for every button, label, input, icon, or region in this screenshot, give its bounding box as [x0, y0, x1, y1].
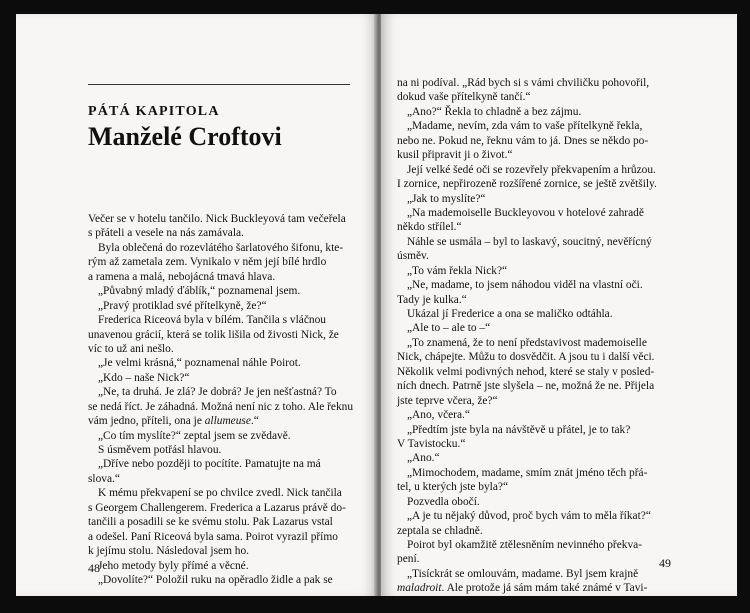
text-line: Jeho metody byly přímé a věcné.	[98, 559, 249, 572]
text-line: Nick, chápejte. Můžu to dosvědčit. A jsou tu i další věci.	[397, 351, 655, 364]
text-line: unavenou grácií, která se tolik lišila od živosti Nick, že	[88, 328, 339, 341]
left-page	[16, 14, 377, 596]
text-line: rým až zametala zem. Vynikalo v něm její bílé hrdlo	[88, 256, 327, 269]
text-line: a ramena a malá, nebojácná tmavá hlava.	[88, 270, 276, 283]
text-line: „To vám řekla Nick?“	[407, 264, 508, 277]
text-line: kusil připravit ji o život.“	[397, 149, 513, 162]
text-line: „Ne, madame, to jsem náhodou viděl na vlastní oči.	[407, 279, 643, 292]
text-line: „Ne, ta druhá. Je zlá? Je dobrá? Je jen nešťastná? To	[98, 386, 337, 399]
text-line: jste teprve včera, že?“	[397, 394, 498, 407]
text-line: „Půvabný mladý ďáblík,“ poznamenal jsem.	[98, 285, 301, 298]
text-line: „Tisíckrát se omlouvám, madame. Byl jsem krajně	[407, 567, 639, 580]
text-line: „To znamená, že to není představivost mademoiselle	[407, 336, 647, 349]
text-line: „Ano?“ Řekla to chladně a bez zájmu.	[407, 105, 582, 118]
text-line: „Co tím myslíte?“ zeptal jsem se zvědavě.	[98, 429, 291, 442]
text-line: zeptala se chladně.	[397, 524, 483, 537]
text-line: dokud vaše přítelkyně tančí.“	[397, 91, 531, 104]
chapter-title: Manželé Croftovi	[88, 122, 282, 151]
text-line: Náhle se usmála – byl to laskavý, soucitný, nevěřícný	[407, 235, 652, 248]
page-number-left: 48	[88, 561, 100, 575]
right-page-text	[397, 76, 673, 596]
text-line: tel, u kterých jste byla?“	[397, 481, 509, 494]
text-line: slova.“	[88, 472, 120, 485]
text-line: Pozvedla obočí.	[407, 495, 480, 508]
text-line: „Madame, nevím, zda vám to vaše přítelkyně řekla,	[407, 120, 643, 133]
text-line: Byla oblečená do rozevlátého šarlatového šifonu, kte-	[98, 241, 344, 254]
text-line: Poirot byl okamžitě ztělesněním nevinného překva-	[407, 539, 643, 551]
chapter-rule	[88, 84, 350, 85]
text-line: „Pravý protiklad své přítelkyně, že?“	[98, 299, 267, 312]
text-line: ních dnech. Patrně jste slyšela – ne, možná že ne. Přijela	[397, 380, 655, 393]
text-line: „Na mademoiselle Buckleyovou v hotelové zahradě	[407, 206, 644, 219]
text-line: „Ano.“	[407, 452, 440, 465]
text-line: maladroit. Ale protože já sám mám také známé v Tavi-	[397, 582, 648, 595]
text-line: a odešel. Paní Riceová byla sama. Poirot vyrazil přímo	[88, 530, 338, 543]
text-line: Tady je kulka.“	[397, 293, 467, 306]
text-line: nebo ne. Pokud ne, řeknu vám to já. Dnes se někdo po-	[397, 134, 649, 147]
text-line: „Dříve nebo později to pocítíte. Pamatujte na má	[98, 458, 321, 471]
text-line: na ni podíval. „Rád bych si s vámi chviličku pohovořil,	[397, 77, 650, 89]
text-line: „Předtím jste byla na návštěvě u přátel, je to tak?	[407, 423, 631, 436]
text-line: s Georgem Challengerem. Frederica a Lazarus právě do-	[88, 501, 346, 514]
text-line: k jejímu stolu. Následoval jsem ho.	[88, 545, 250, 558]
text-line: Její velké šedé oči se rozevřely překvapením a hrůzou.	[407, 163, 656, 176]
text-line: tančili a posadili se ke svému stolu. Pak Lazarus vstal	[88, 516, 333, 529]
text-line: pení.	[397, 553, 420, 566]
text-line: „A je tu nějaký důvod, proč bych vám to měla říkat?“	[407, 510, 651, 523]
text-line: Několik velmi podivných nehod, které se staly v posled-	[397, 365, 655, 378]
text-line: „Ano, včera.“	[407, 409, 470, 422]
text-line: víc to už ani nešlo.	[88, 342, 174, 355]
page-number-right: 49	[659, 556, 671, 570]
left-page-text	[88, 212, 358, 587]
text-line: „Mimochodem, madame, smím znát jméno těch přá-	[407, 466, 648, 479]
text-line: se nedá říct. Je záhadná. Možná není nic z toho. Ale řeknu	[88, 400, 354, 413]
right-page	[381, 14, 737, 596]
text-line: Frederica Riceová byla v bílém. Tančila s vláčnou	[98, 314, 326, 327]
text-line: Večer se v hotelu tančilo. Nick Buckleyová tam večeřela	[88, 213, 346, 225]
open-book	[8, 6, 742, 606]
text-line: vám jedno, příteli, ona je allumeuse.“	[88, 415, 259, 428]
text-line: „Ale to – ale to –“	[407, 322, 491, 335]
text-line: úsměv.	[397, 250, 429, 263]
text-line: „Jak to myslíte?“	[407, 192, 486, 205]
text-line: V Tavistocku.“	[397, 437, 466, 450]
text-line: K mému překvapení se po chvilce zvedl. Nick tančila	[98, 487, 342, 500]
text-line: I zornice, nepřirozeně rozšířené zornice, se ještě zvětšily.	[397, 178, 657, 191]
text-line: s přáteli a vesele na nás zamávala.	[88, 227, 244, 240]
text-line: „Dovolíte?“ Položil ruku na opěradlo židle a pak se	[98, 573, 333, 586]
text-line: „Kdo – naše Nick?“	[98, 371, 190, 384]
text-line: někdo střílel.“	[397, 221, 462, 234]
text-line: „Je velmi krásná,“ poznamenal náhle Poirot.	[98, 357, 301, 370]
text-line: S úsměvem potřásl hlavou.	[98, 444, 222, 456]
text-line: Ukázal jí Frederice a ona se maličko odtáhla.	[407, 308, 613, 320]
chapter-label: PÁTÁ KAPITOLA	[88, 104, 220, 119]
